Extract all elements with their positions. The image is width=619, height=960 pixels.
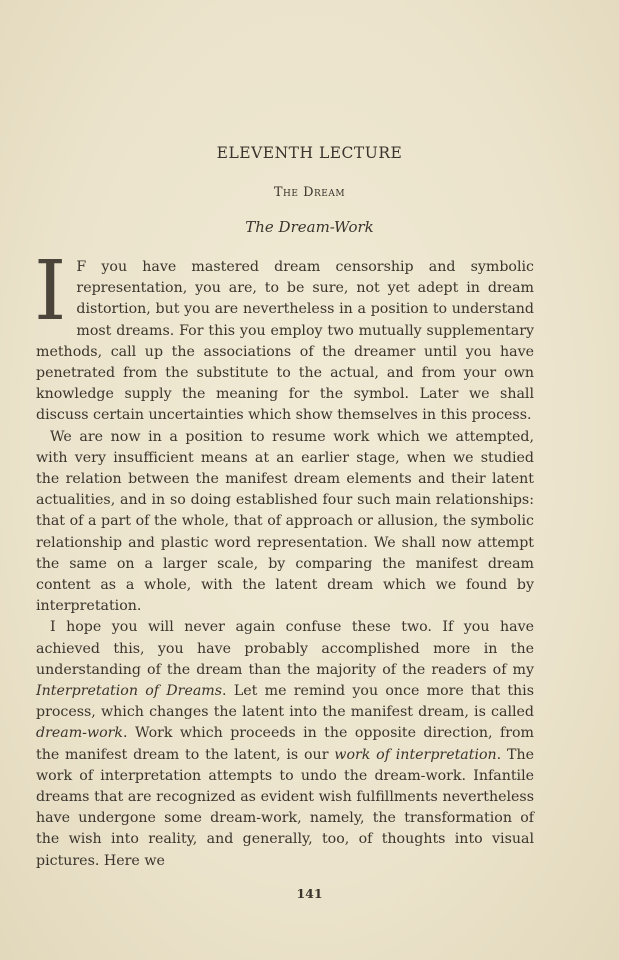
term-work-of-interpretation: work of interpretation — [334, 746, 497, 763]
book-title-italic: Interpretation of Dreams — [36, 683, 223, 700]
paragraph-3-text-c: . Work which proceeds in the opposite direction, from the manifest dream to the latent, is our — [36, 725, 534, 763]
paragraph-3-text-b: . Let me remind you once more that this process, which changes the latent into the manifest dream, is called — [36, 683, 534, 721]
lecture-title: ELEVENTH LECTURE — [216, 144, 403, 162]
subsection-title: The Dream-Work — [245, 218, 374, 236]
body-text — [34, 244, 534, 872]
drop-cap: I — [34, 244, 67, 339]
paragraph-3-text-a: I hope you will never again confuse these two. If you have achieved this, you have probably accomplished more in the understanding of the dream than the majority of the readers of my — [36, 619, 534, 678]
paragraph-3-text-d: . The work of interpretation attempts to undo the dream-work. Infantile dreams that are recognized as evident wish fulfillments nevertheless have undergone some dream-work, namely, the transformation of the wish into reality, and generally, too, of thoughts into visual pictures. Here we — [36, 746, 534, 869]
paragraph-3 — [36, 617, 534, 871]
paragraph-1-text: F you have mastered dream censorship and symbolic representation, you are, to be sure, not yet adept in dream distortion, but you are nevertheless in a position to understand most dreams. For this you employ two mutually supplementary methods, call up the associations of the dreamer until you have penetrated from the substitute to the actual, and from your own knowledge supply the meaning for the symbol. Later we shall discuss certain uncertainties which show themselves in this process. — [36, 259, 534, 424]
term-dream-work: dream-work — [36, 725, 124, 742]
page-number: 141 — [296, 886, 323, 901]
paragraph-1 — [34, 244, 534, 427]
paragraph-2: We are now in a position to resume work which we attempted, with very insufficient means at an earlier stage, when we studied the relation between the manifest dream elements and their latent actualities, and in so doing established four such main relationships: that of a part of the whole, that of approach or allusion, the symbolic relationship and plastic word representation. We shall now attempt the same on a larger scale, by comparing the manifest dream content as a whole, with the latent dream which we found by interpretation. — [36, 428, 534, 615]
section-title: The Dream — [273, 185, 346, 200]
